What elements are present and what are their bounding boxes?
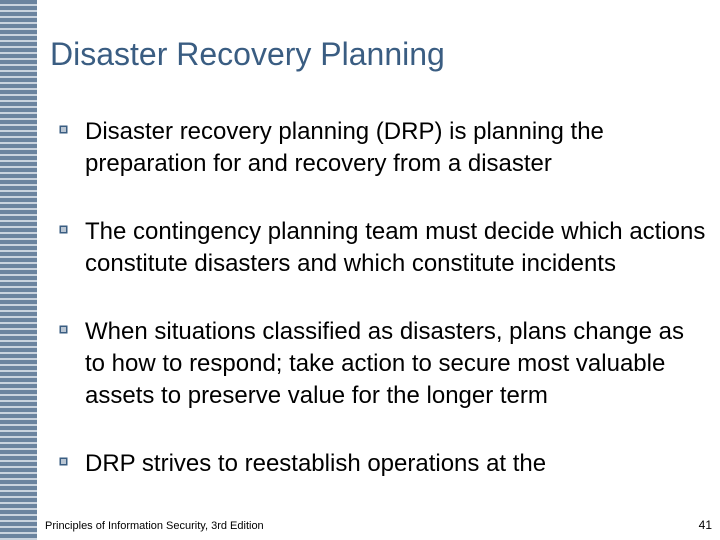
bullet-list xyxy=(58,116,706,516)
left-decorative-bar xyxy=(0,0,37,540)
bullet-item xyxy=(58,316,706,412)
bullet-item xyxy=(58,116,706,180)
bullet-text: The contingency planning team must decide which actions constitute disasters and which constitute incidents xyxy=(85,218,706,277)
bullet-text: DRP strives to reestablish operations at the xyxy=(85,450,547,477)
square-bullet-icon xyxy=(59,457,69,467)
square-bullet-icon xyxy=(59,325,69,335)
square-bullet-icon xyxy=(59,125,69,135)
slide-title: Disaster Recovery Planning xyxy=(50,36,445,72)
bullet-text: When situations classified as disasters, plans change as to how to respond; take action to secure most valuable assets to preserve value for the longer term xyxy=(85,318,684,409)
page-number: 41 xyxy=(698,518,712,532)
footer-text: Principles of Information Security, 3rd Edition xyxy=(45,520,264,532)
bullet-item xyxy=(58,216,706,280)
square-bullet-icon xyxy=(59,225,69,235)
bullet-text: Disaster recovery planning (DRP) is planning the preparation for and recovery from a disaster xyxy=(85,118,604,177)
bullet-item xyxy=(58,448,706,480)
